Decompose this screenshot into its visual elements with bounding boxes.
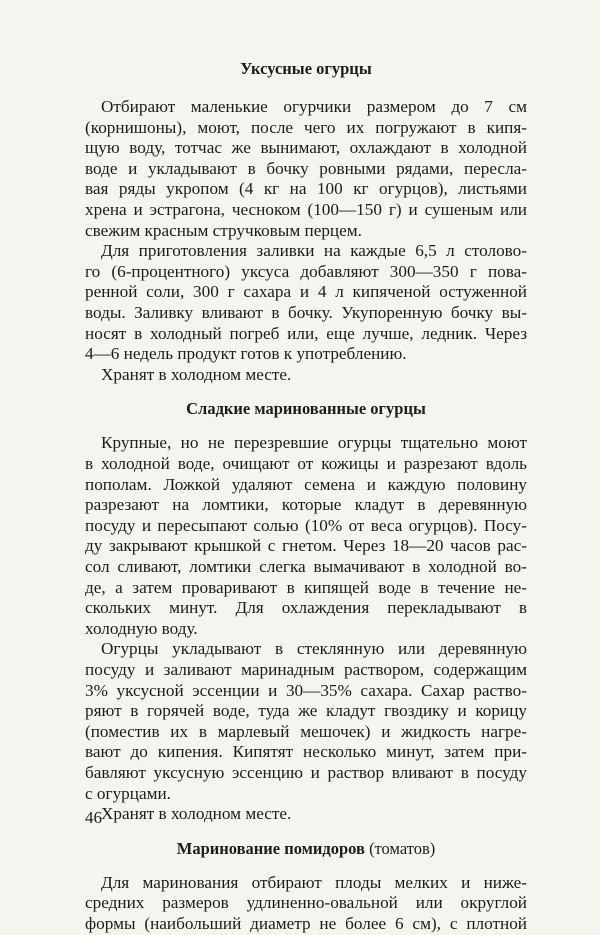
text-line: в холодной воде, очищают от кожицы и разрезают вдоль <box>85 454 527 473</box>
text-line: Хранят в холодном месте. <box>101 804 292 824</box>
text-line: ду закрывают крышкой с гнетом. Через 18—20 часов рас- <box>85 536 527 556</box>
text-line: Огурцы укладывают в стеклянную или деревянную <box>101 639 527 659</box>
text-line: формы (наибольший диаметр не более 6 см), с плотной <box>85 914 527 933</box>
text-line: воде и укладывают в бочку ровными рядами, пересла- <box>85 158 527 178</box>
text-line: Крупные, но не перезревшие огурцы тщательно моют <box>101 433 527 453</box>
text-line: с огурцами. <box>85 783 171 803</box>
text-line: Хранят в холодном месте. <box>101 364 292 384</box>
text-line: де, а затем проваривают в кипящей воде в течение не- <box>85 577 527 597</box>
text-line: холодную воду. <box>85 618 198 638</box>
text-line: 4—6 недель продукт готов к употреблению. <box>85 344 407 364</box>
text-line: сол сливают, ломтики слегка вымачивают в холодной во- <box>85 557 527 576</box>
text-line: посуду и заливают маринадным раствором, содержащим <box>85 660 527 679</box>
text-line: го (6-процентного) уксуса добавляют 300—350 г пова- <box>85 261 527 281</box>
text-line: ряют в горячей воде, туда же кладут гвоздику и корицу <box>85 701 527 721</box>
text-line: (поместив их в марлевый мешочек) и жидкость нагре- <box>85 721 527 741</box>
text-line: пополам. Ложкой удаляют семена и каждую половину <box>85 474 527 494</box>
text-line: бавляют уксусную эссенцию и раствор вливают в посуду <box>85 763 527 782</box>
text-line: Для маринования отбирают плоды мелких и ниже- <box>101 872 527 892</box>
text-line: посуду и пересыпают солью (10% от веса огурцов). Посу- <box>85 515 527 535</box>
text-line: хрена и эстрагона, чесноком (100—150 г) и сушеным или <box>85 200 527 219</box>
text-line: разрезают на ломтики, которые кладут в деревянную <box>85 495 527 515</box>
page-number: 46 <box>85 808 102 827</box>
text-line: скольких минут. Для охлаждения перекладывают в <box>85 598 527 618</box>
section-heading-3 <box>85 838 527 860</box>
text-line: свежим красным стручковым перцем. <box>85 220 362 240</box>
section-heading-1: Уксусные огурцы <box>240 59 372 78</box>
text-line: носят в холодный погреб или, еще лучше, ледник. Через <box>85 323 527 343</box>
section-heading-title: Маринование помидоров <box>176 838 365 858</box>
section-heading-2: Сладкие маринованные огурцы <box>186 399 426 419</box>
text-line: Отбирают маленькие огурчики размером до 7 см <box>101 97 527 116</box>
text-line: средних размеров удлиненно-овальной или округлой <box>85 893 527 913</box>
text-line: щую воду, тотчас же вынимают, охлаждают в холодной <box>85 138 527 158</box>
text-line: Для приготовления заливки на каждые 6,5 л столово- <box>101 241 527 261</box>
text-line: вая ряды укропом (4 кг на 100 кг огурцов), листьями <box>85 179 527 199</box>
section-heading-suffix: (томатов) <box>369 838 436 858</box>
text-line: 3% уксусной эссенции и 30—35% сахара. Сахар раство- <box>85 680 527 700</box>
text-line: воды. Заливку вливают в бочку. Укупоренную бочку вы- <box>85 303 527 322</box>
text-line: (корнишоны), моют, после чего их погружают в кипя- <box>85 117 527 137</box>
text-line: вают до кипения. Кипятят несколько минут, затем при- <box>85 742 527 762</box>
text-line: ренной соли, 300 г сахара и 4 л кипяченой остуженной <box>85 282 527 302</box>
